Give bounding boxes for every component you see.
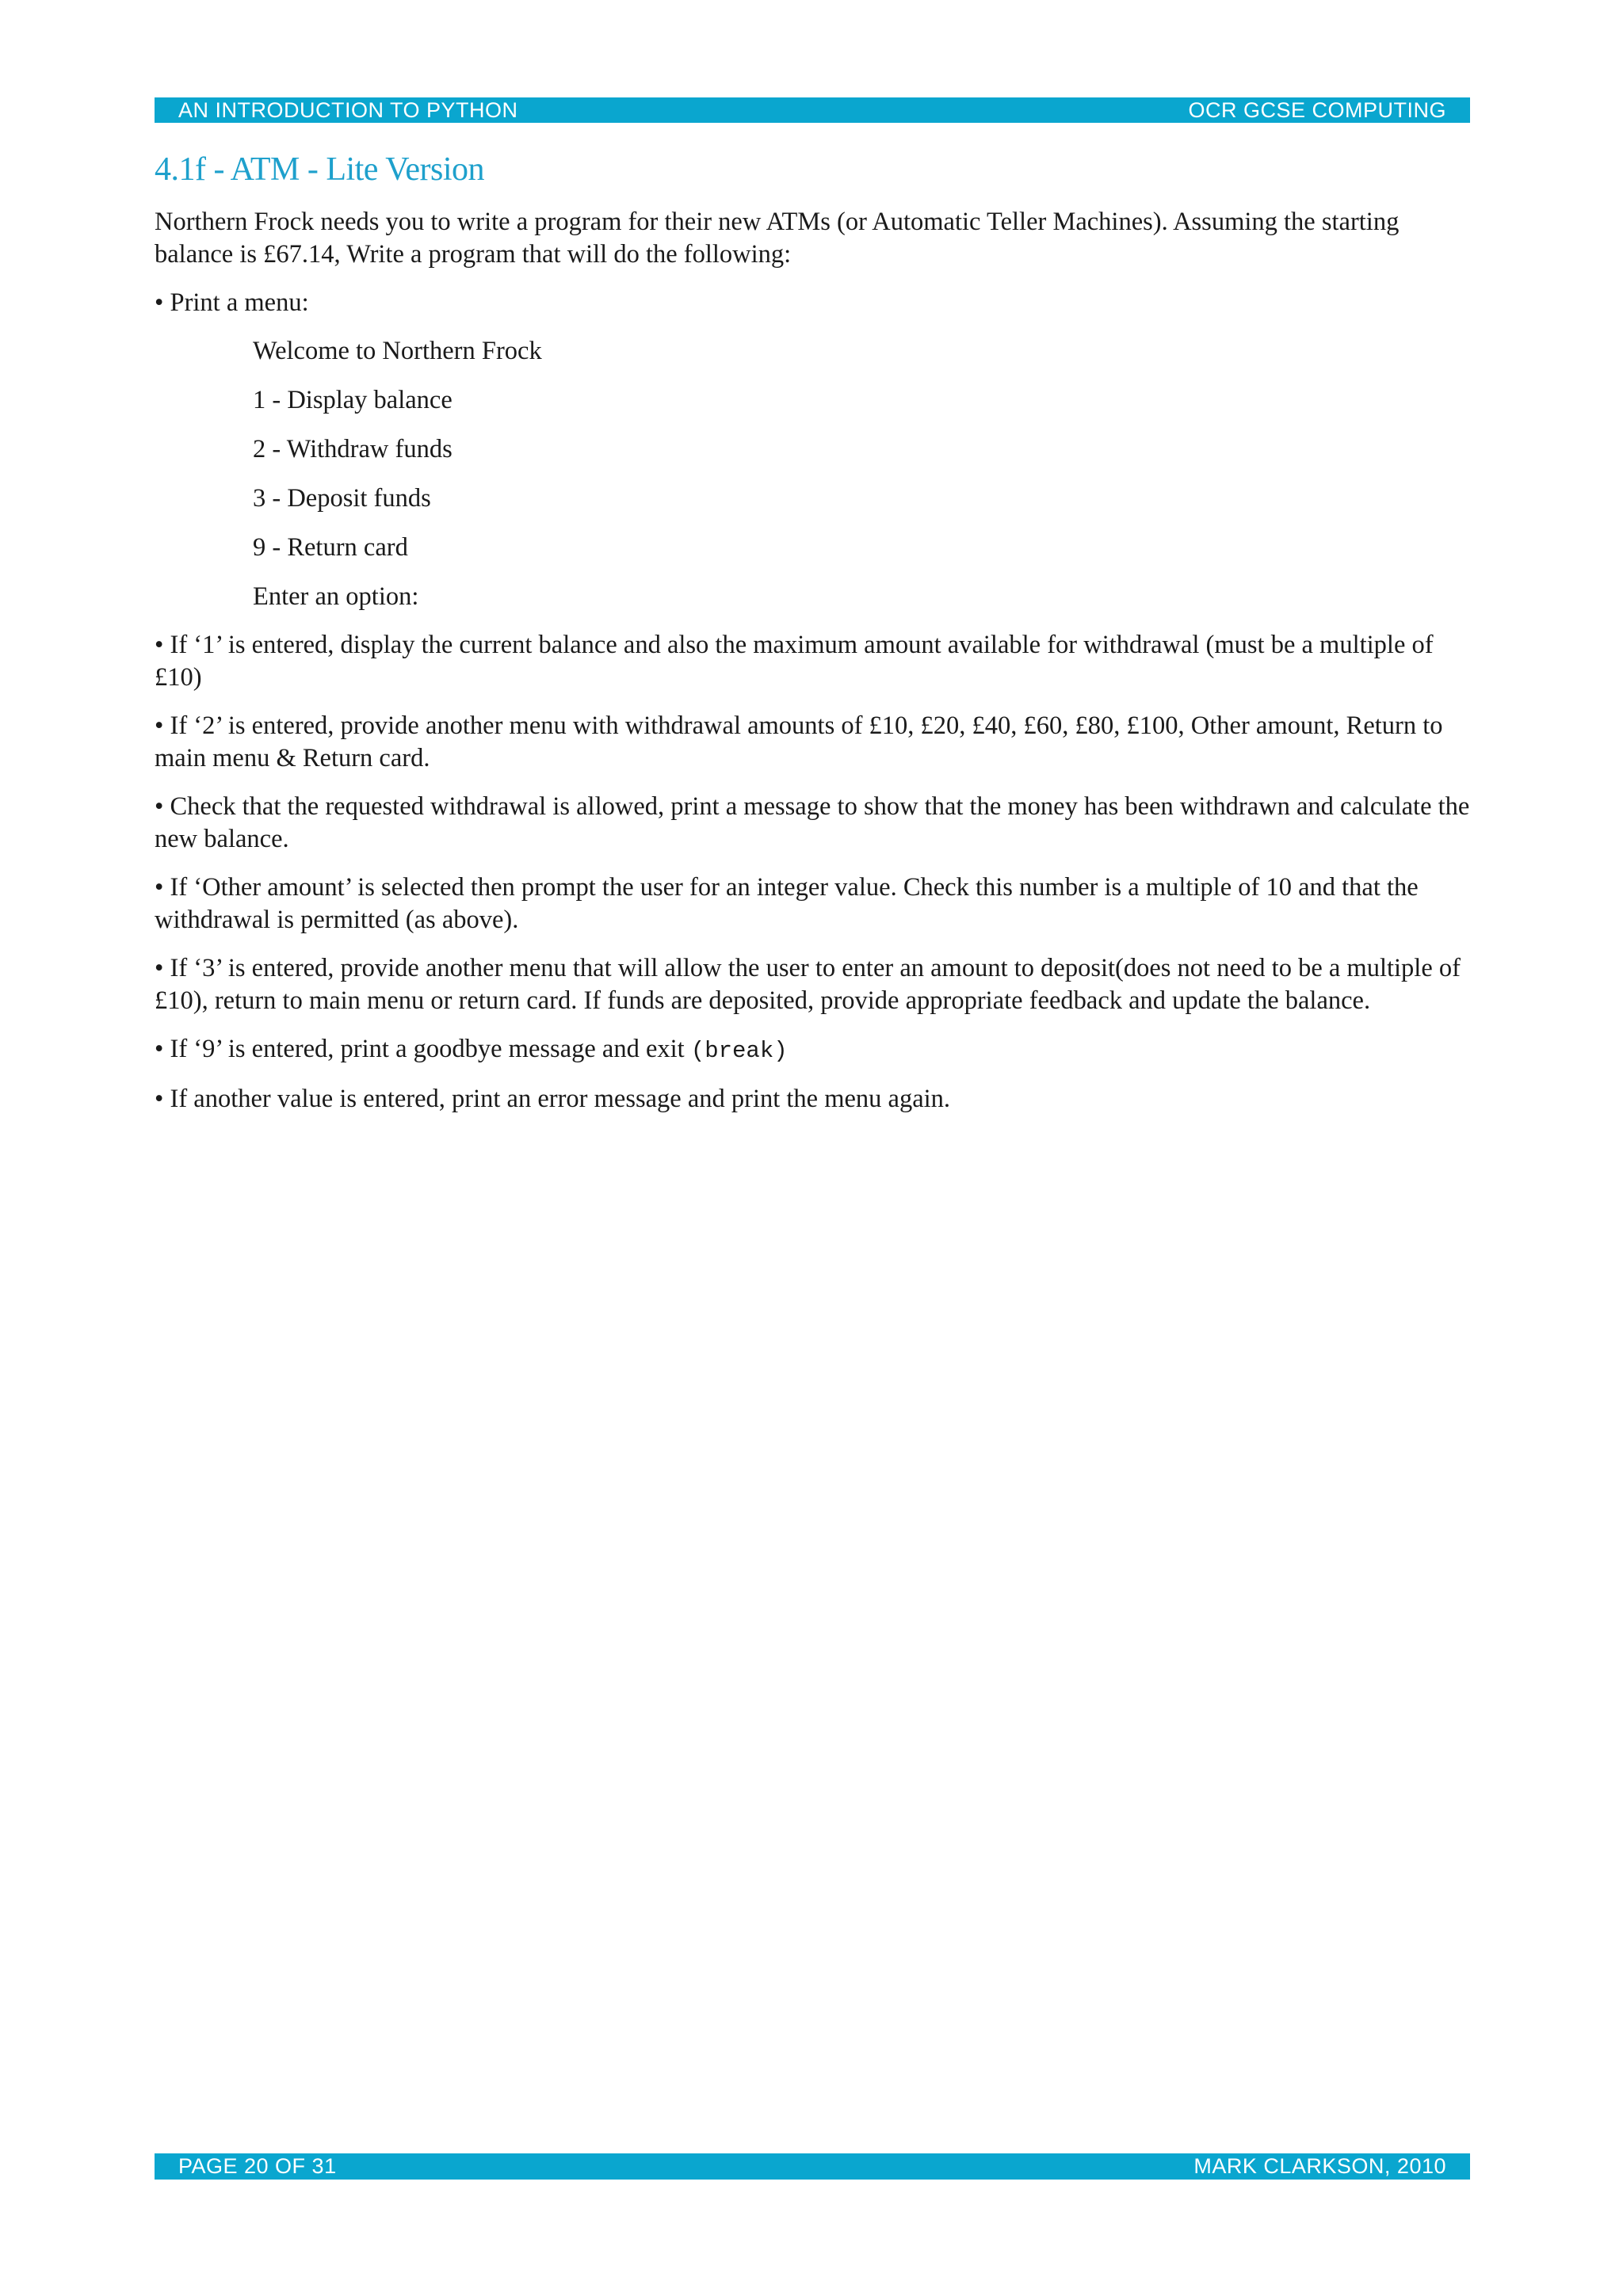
break-code: (break): [690, 1038, 788, 1064]
header-left-text: AN INTRODUCTION TO PYTHON: [178, 97, 518, 122]
page-number: PAGE 20 OF 31: [178, 2154, 337, 2178]
footer-band: [155, 2153, 1470, 2180]
bullet-option-9: [155, 1033, 1470, 1067]
menu-block: [253, 335, 1470, 613]
bullet-invalid-option: • If another value is entered, print an error message and print the menu again.: [155, 1085, 951, 1113]
intro-paragraph: Northern Frock needs you to write a program for their new ATMs (or Automatic Teller Machines). Assuming the starting balance is £67.14, Write a program that will do the following:: [155, 208, 1400, 269]
bullet-option-1: • If ‘1’ is entered, display the current balance and also the maximum amount available for withdrawal (must be a multiple of £10): [155, 631, 1434, 692]
author-credit: MARK CLARKSON, 2010: [1193, 2154, 1446, 2178]
menu-line: 3 - Deposit funds: [253, 484, 431, 513]
menu-line: 2 - Withdraw funds: [253, 435, 453, 463]
menu-line: Welcome to Northern Frock: [253, 337, 542, 365]
bullet-option-3: • If ‘3’ is entered, provide another menu that will allow the user to enter an amount to deposit(does not need to be a multiple of £10), return to main menu or return card. If funds are deposited, provide appropriate feedback and update the balance.: [155, 954, 1461, 1015]
bullet-print-menu: • Print a menu:: [155, 288, 309, 317]
page-title: 4.1f - ATM - Lite Version: [155, 151, 485, 188]
menu-line: Enter an option:: [253, 582, 419, 611]
header-band: [155, 97, 1470, 123]
bullet-check-withdrawal: • Check that the requested withdrawal is allowed, print a message to show that the money has been withdrawn and calculate the new balance.: [155, 792, 1470, 853]
bullet-exit-text: • If ‘9’ is entered, print a goodbye message and exit: [155, 1035, 691, 1063]
menu-line: 9 - Return card: [253, 533, 408, 562]
header-right-text: OCR GCSE COMPUTING: [1188, 97, 1446, 122]
bullet-other-amount: • If ‘Other amount’ is selected then prompt the user for an integer value. Check this number is a multiple of 10 and that the withdrawal is permitted (as above).: [155, 873, 1419, 934]
page-content: [155, 151, 1470, 1131]
menu-line: 1 - Display balance: [253, 386, 453, 414]
bullet-option-2: • If ‘2’ is entered, provide another menu with withdrawal amounts of £10, £20, £40, £60, £80, £100, Other amount, Return to main menu & Return card.: [155, 711, 1443, 772]
